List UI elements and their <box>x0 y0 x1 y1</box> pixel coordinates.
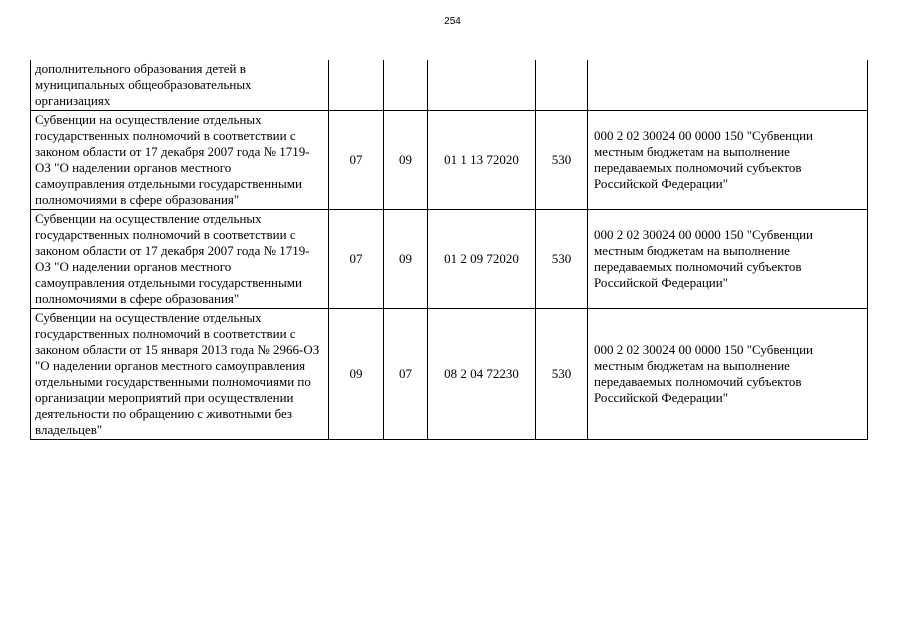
expense-type-cell: 530 <box>536 309 588 440</box>
page-number: 254 <box>444 16 461 27</box>
row-name-cell: Субвенции на осуществление отдельных государственных полномочий в соответствии с законом области от 15 января 2013 года № 2966-ОЗ "О наделении органов местного самоуправления отдельными государственными полномочиями по организации мероприятий при осуществлении деятельности по обращению с животными без владельцев" <box>31 309 329 440</box>
target-article-cell: 01 2 09 72020 <box>428 210 536 309</box>
section-code-cell: 07 <box>329 111 384 210</box>
table-row <box>31 210 868 309</box>
row-name-cell: Субвенции на осуществление отдельных государственных полномочий в соответствии с законом области от 17 декабря 2007 года № 1719-ОЗ "О наделении органов местного самоуправления отдельными государственными полномочиями в сфере образования" <box>31 210 329 309</box>
row-name-cell: дополнительного образования детей в муниципальных общеобразовательных организациях <box>31 60 329 111</box>
revenue-code-cell: 000 2 02 30024 00 0000 150 "Субвенции местным бюджетам на выполнение передаваемых полномочий субъектов Российской Федерации" <box>588 210 868 309</box>
revenue-code-cell: 000 2 02 30024 00 0000 150 "Субвенции местным бюджетам на выполнение передаваемых полномочий субъектов Российской Федерации" <box>588 309 868 440</box>
budget-table <box>30 60 868 440</box>
table-row <box>31 309 868 440</box>
section-code-cell <box>329 60 384 111</box>
section-code-cell: 09 <box>329 309 384 440</box>
revenue-code-cell <box>588 60 868 111</box>
subsection-code-cell <box>384 60 428 111</box>
section-code-cell: 07 <box>329 210 384 309</box>
subsection-code-cell: 09 <box>384 210 428 309</box>
target-article-cell: 08 2 04 72230 <box>428 309 536 440</box>
subsection-code-cell: 09 <box>384 111 428 210</box>
expense-type-cell: 530 <box>536 111 588 210</box>
revenue-code-cell: 000 2 02 30024 00 0000 150 "Субвенции местным бюджетам на выполнение передаваемых полномочий субъектов Российской Федерации" <box>588 111 868 210</box>
table-row <box>31 111 868 210</box>
target-article-cell <box>428 60 536 111</box>
subsection-code-cell: 07 <box>384 309 428 440</box>
target-article-cell: 01 1 13 72020 <box>428 111 536 210</box>
expense-type-cell: 530 <box>536 210 588 309</box>
expense-type-cell <box>536 60 588 111</box>
row-name-cell: Субвенции на осуществление отдельных государственных полномочий в соответствии с законом области от 17 декабря 2007 года № 1719-ОЗ "О наделении органов местного самоуправления отдельными государственными полномочиями в сфере образования" <box>31 111 329 210</box>
table-row <box>31 60 868 111</box>
